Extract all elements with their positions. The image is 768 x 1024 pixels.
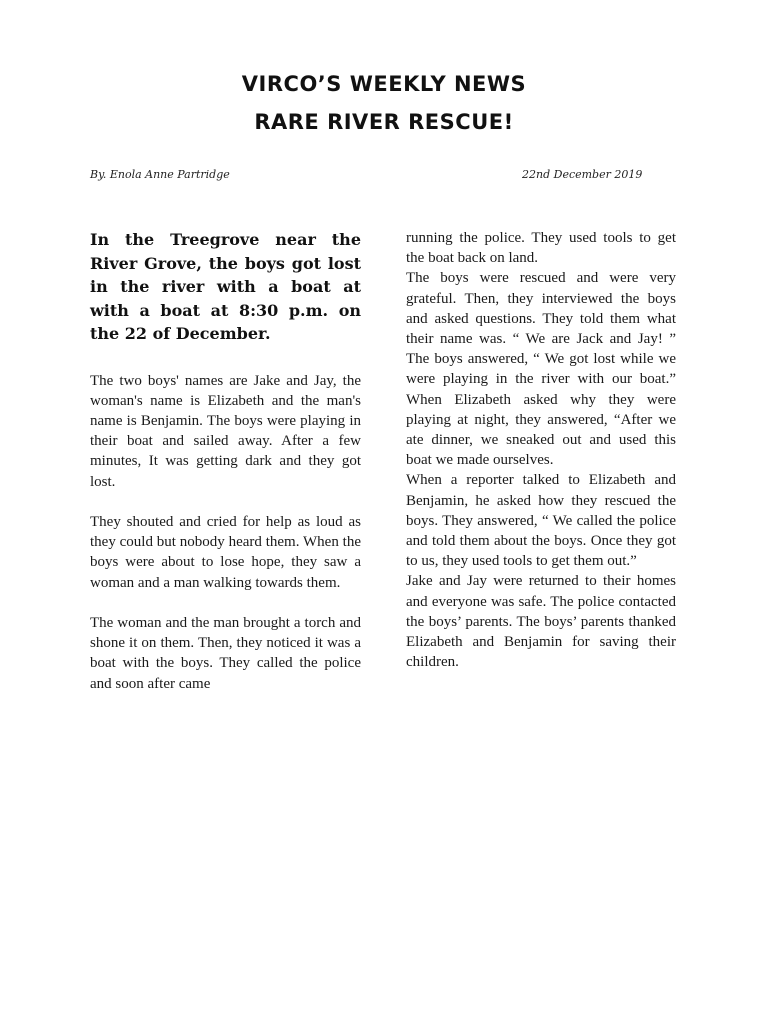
body-paragraph: The two boys' names are Jake and Jay, the woman's name is Elizabeth and the man's name is Benjamin. The boys were playing in their boat and sailed away. After a few minutes, It was getting dark and they got lost. [90, 372, 361, 490]
article-headline: RARE RIVER RESCUE! [254, 110, 514, 134]
author-byline: By. Enola Anne Partridge [90, 168, 230, 181]
body-paragraph: They shouted and cried for help as loud as they could but nobody heard them. When the boys were about to lose hope, they saw a woman and a man walking towards them. [90, 513, 361, 591]
body-paragraph: The boys were rescued and were very grateful. Then, they interviewed the boys and asked questions. They told them what their name was. “ We are Jack and Jay! ” The boys answered, “ We got lost while we were playing in the river with our boat.” When Elizabeth asked why they were playing at night, they answered, “After we ate dinner, we sneaked out and used this boat we made ourselves. [406, 270, 676, 469]
right-column [406, 228, 676, 672]
body-paragraph: When a reporter talked to Elizabeth and Benjamin, he asked how they rescued the boys. They answered, “ We called the police and told them about the boys. Once they got to us, they used tools to get them out.” [406, 472, 676, 570]
left-column [90, 228, 361, 714]
body-paragraph: Jake and Jay were returned to their homes and everyone was safe. The police contacted the boys’ parents. The boys’ parents thanked Elizabeth and Benjamin for saving their children. [406, 573, 676, 671]
newspaper-title: VIRCO’S WEEKLY NEWS [241, 72, 527, 96]
body-paragraph: The woman and the man brought a torch and shone it on them. Then, they noticed it was a boat with the boys. They called the police and soon after came [90, 614, 361, 692]
body-paragraph: running the police. They used tools to get the boat back on land. [406, 230, 676, 267]
publication-date: 22nd December 2019 [522, 168, 643, 181]
lead-paragraph: In the Treegrove near the River Grove, the boys got lost in the river with a boat at with a boat at 8:30 p.m. on the 22 of December. [90, 230, 361, 343]
